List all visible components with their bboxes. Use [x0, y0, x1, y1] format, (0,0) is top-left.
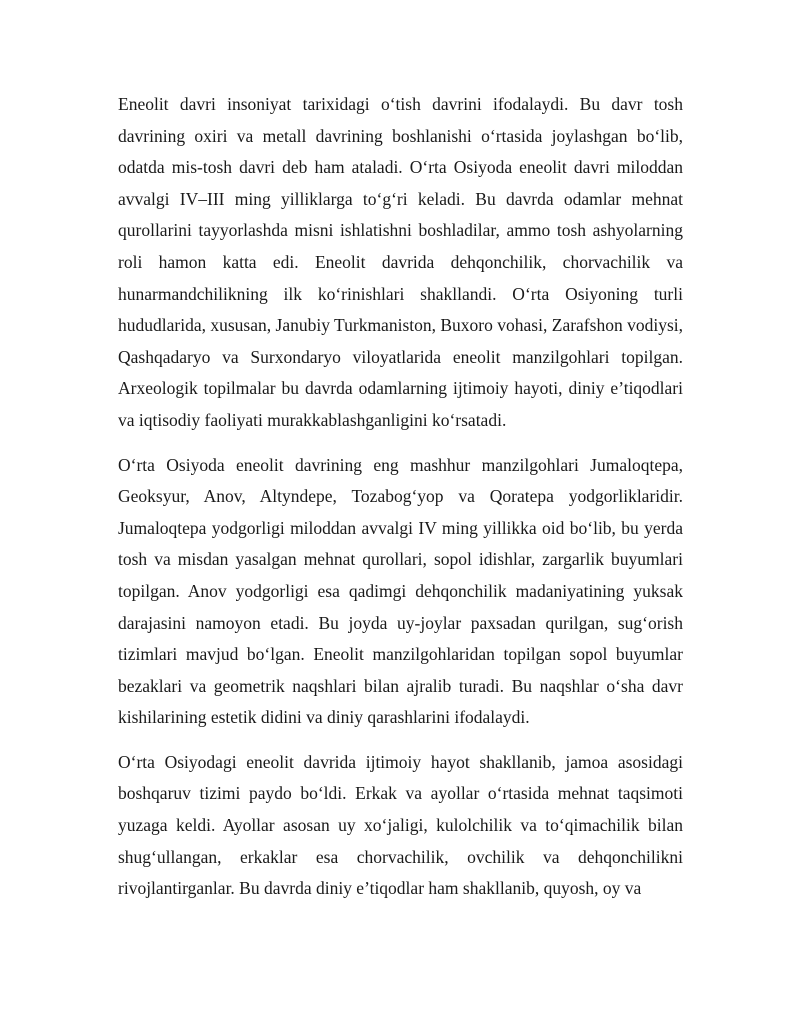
document-page	[118, 89, 683, 918]
paragraph-2: O‘rta Osiyoda eneolit davrining eng mashhur manzilgohlari Jumaloqtepa, Geoksyur, Anov, Altyndepe, Tozabog‘yop va Qoratepa yodgorliklaridir. Jumaloqtepa yodgorligi miloddan avvalgi IV ming yillikka oid bo‘lib, bu yerda tosh va misdan yasalgan mehnat qurollari, sopol idishlar, zargarlik buyumlari topilgan. Anov yodgorligi esa qadimgi dehqonchilik madaniyatining yuksak darajasini namoyon etadi. Bu joyda uy-joylar paxsadan qurilgan, sug‘orish tizimlari mavjud bo‘lgan. Eneolit manzilgohlaridan topilgan sopol buyumlar bezaklari va geometrik naqshlari bilan ajralib turadi. Bu naqshlar o‘sha davr kishilarining estetik didini va diniy qarashlarini ifodalaydi.	[118, 454, 683, 728]
paragraph-1: Eneolit davri insoniyat tarixidagi o‘tish davrini ifodalaydi. Bu davr tosh davrining oxiri va metall davrining boshlanishi o‘rtasida joylashgan bo‘lib, odatda mis-tosh davri deb ham ataladi. O‘rta Osiyoda eneolit davri miloddan avvalgi IV–III ming yilliklarga to‘g‘ri keladi. Bu davrda odamlar mehnat qurollarini tayyorlashda misni ishlatishni boshladilar, ammo tosh ashyolarning roli hamon katta edi. Eneolit davrida dehqonchilik, chorvachilik va hunarmandchilikning ilk ko‘rinishlari shakllandi. O‘rta Osiyoning turli hududlarida, xususan, Janubiy Turkmaniston, Buxoro vohasi, Zarafshon vodiysi, Qashqadaryo va Surxondaryo viloyatlarida eneolit manzilgohlari topilgan. Arxeologik topilmalar bu davrda odamlarning ijtimoiy hayoti, diniy e’tiqodlari va iqtisodiy faoliyati murakkablashganligini ko‘rsatadi.	[118, 94, 683, 430]
paragraph-3: O‘rta Osiyodagi eneolit davrida ijtimoiy hayot shakllanib, jamoa asosidagi boshqaruv tizimi paydo bo‘ldi. Erkak va ayollar o‘rtasida mehnat taqsimoti yuzaga keldi. Ayollar asosan uy xo‘jaligi, kulolchilik va to‘qimachilik bilan shug‘ullangan, erkaklar esa chorvachilik, ovchilik va dehqonchilikni rivojlantirganlar. Bu davrda diniy e’tiqodlar ham shakllanib, quyosh, oy va	[118, 751, 683, 899]
